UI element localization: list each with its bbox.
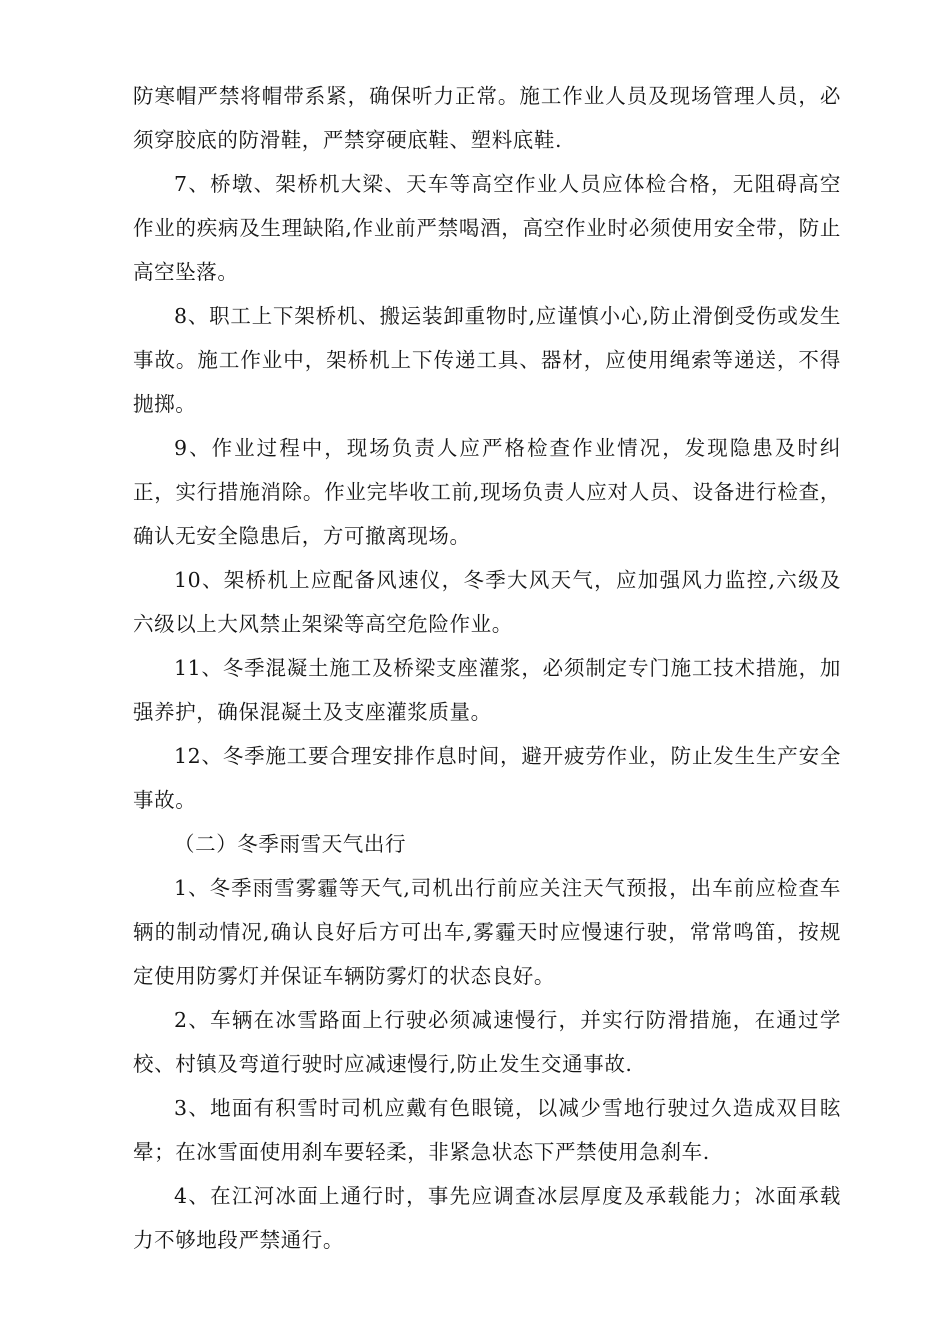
paragraph-item-10: 10、架桥机上应配备风速仪，冬季大风天气，应加强风力监控,六级及六级以上大风禁止架梁等高空危险作业。 <box>133 568 841 636</box>
paragraph-item-9: 9、作业过程中，现场负责人应严格检查作业情况，发现隐患及时纠正，实行措施消除。作业完毕收工前,现场负责人应对人员、设备进行检查，确认无安全隐患后，方可撤离现场。 <box>133 436 841 548</box>
document-body <box>133 74 841 1262</box>
section-paragraph-1: 1、冬季雨雪雾霾等天气,司机出行前应关注天气预报，出车前应检查车辆的制动情况,确认良好后方可出车,雾霾天时应慢速行驶，常常鸣笛，按规定使用防雾灯并保证车辆防雾灯的状态良好。 <box>133 876 841 988</box>
paragraph-item-7: 7、桥墩、架桥机大梁、天车等高空作业人员应体检合格，无阻碍高空作业的疾病及生理缺陷,作业前严禁喝酒，高空作业时必须使用安全带，防止高空坠落。 <box>133 172 841 284</box>
paragraph-safety-gear-continued: 防寒帽严禁将帽带系紧，确保听力正常。施工作业人员及现场管理人员，必须穿胶底的防滑鞋，严禁穿硬底鞋、塑料底鞋. <box>133 84 841 152</box>
paragraph-item-12: 12、冬季施工要合理安排作息时间，避开疲劳作业，防止发生生产安全事故。 <box>133 744 841 812</box>
section-paragraph-4: 4、在江河冰面上通行时，事先应调查冰层厚度及承载能力；冰面承载力不够地段严禁通行。 <box>133 1184 841 1252</box>
section-heading: （二）冬季雨雪天气出行 <box>174 832 407 856</box>
paragraph-item-11: 11、冬季混凝土施工及桥梁支座灌浆，必须制定专门施工技术措施，加强养护，确保混凝土及支座灌浆质量。 <box>133 656 841 724</box>
paragraph-item-8: 8、职工上下架桥机、搬运装卸重物时,应谨慎小心,防止滑倒受伤或发生事故。施工作业中，架桥机上下传递工具、器材，应使用绳索等递送，不得抛掷。 <box>133 304 841 416</box>
section-paragraph-3: 3、地面有积雪时司机应戴有色眼镜，以减少雪地行驶过久造成双目眩晕；在冰雪面使用刹车要轻柔，非紧急状态下严禁使用急刹车. <box>133 1096 841 1164</box>
section-paragraph-2: 2、车辆在冰雪路面上行驶必须减速慢行，并实行防滑措施，在通过学校、村镇及弯道行驶时应减速慢行,防止发生交通事故. <box>133 1008 841 1076</box>
